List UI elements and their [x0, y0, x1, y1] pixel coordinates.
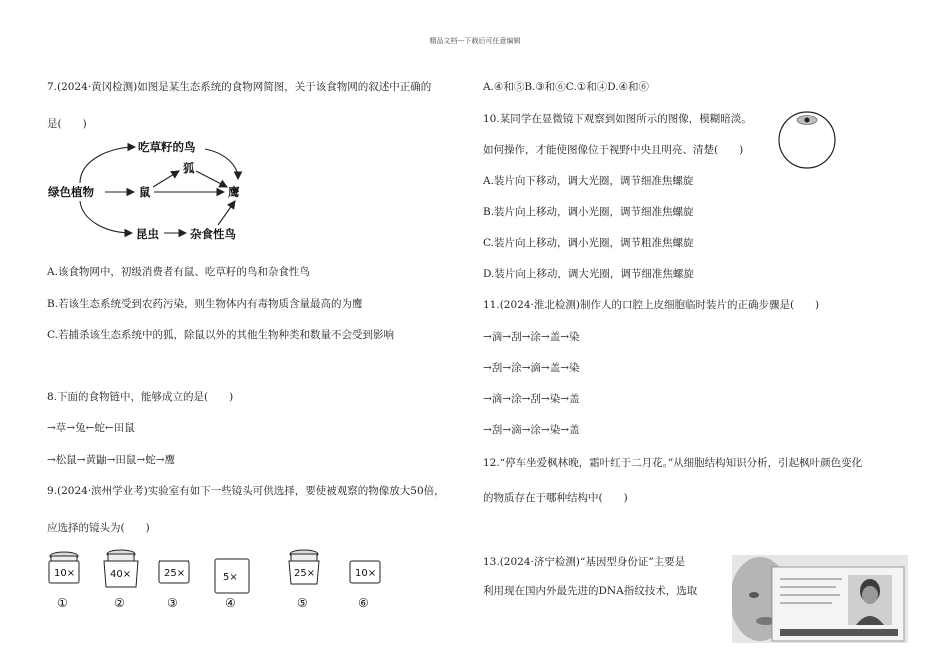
q10-option-b: B.装片向上移动，调小光圈，调节细准焦螺旋 — [483, 206, 694, 218]
q9-options: A.④和⑤B.③和⑥C.①和④D.④和⑥ — [483, 81, 650, 93]
q8-option-1: →草→兔←蛇←田鼠 — [47, 422, 135, 434]
node-mouse: 鼠 — [139, 185, 151, 199]
q11-option-2: →刮→涂→滴→盖→染 — [483, 362, 580, 374]
q10-stem-line1: 10.某同学在显微镜下观察到如图所示的图像，模糊暗淡。 — [483, 113, 752, 125]
lens-1-mag: 10× — [54, 568, 76, 579]
arrow-plant-seedbird — [80, 147, 135, 183]
arrow-omnibird-hawk — [218, 201, 235, 225]
arrow-mouse-fox — [153, 171, 179, 187]
node-plant: 绿色植物 — [48, 185, 94, 199]
food-web-diagram — [40, 135, 280, 250]
q11-option-3: →滴→涂→刮→染→盖 — [483, 393, 580, 405]
q9-stem-line2: 应选择的镜头为( ) — [47, 522, 150, 534]
q10-option-d: D.装片向上移动，调大光圈，调节细准焦螺旋 — [483, 268, 694, 280]
q7-stem-line2: 是( ) — [47, 118, 87, 130]
q7-option-b: B.若该生态系统受到农药污染，则生物体内有毒物质含量最高的为鹰 — [47, 298, 363, 310]
arrow-plant-insect — [80, 201, 132, 233]
q7-option-c: C.若捕杀该生态系统中的狐，除鼠以外的其他生物种类和数量不会受到影响 — [47, 329, 394, 341]
node-seed-bird: 吃草籽的鸟 — [138, 140, 196, 154]
q7-stem-line1: 7.(2024·黄冈检测)如图是某生态系统的食物网简图，关于该食物网的叙述中正确的 — [47, 81, 432, 93]
lens-2-mag: 40× — [110, 569, 132, 580]
q10-option-c: C.装片向上移动，调小光圈，调节粗准焦螺旋 — [483, 237, 694, 249]
arrow-fox-hawk — [196, 171, 227, 187]
q8-option-2: →松鼠→黄鼬→田鼠→蛇→鹰 — [47, 454, 175, 466]
arrow-seedbird-hawk — [205, 149, 238, 179]
lens-6-num: ⑥ — [358, 596, 369, 610]
q11-stem: 11.(2024·淮北检测)制作人的口腔上皮细胞临时装片的正确步骤是( ) — [483, 299, 820, 311]
q7-option-a: A.该食物网中，初级消费者有鼠、吃草籽的鸟和杂食性鸟 — [47, 266, 310, 278]
page-header: 精品文档---下载后可任意编辑 — [429, 37, 521, 45]
q12-stem-line1: 12.“停车坐爱枫林晚，霜叶红于二月花。”从细胞结构知识分析，引起枫叶颜色变化 — [483, 457, 863, 469]
q10-stem-line2: 如何操作，才能使图像位于视野中央且明亮、清楚( ) — [483, 144, 744, 156]
lens-4-num: ④ — [225, 596, 236, 610]
microscope-field-of-view — [777, 110, 837, 170]
node-fox: 狐 — [183, 161, 195, 175]
node-hawk: 鹰 — [228, 185, 240, 199]
lens-5-num: ⑤ — [297, 596, 308, 610]
q13-stem-line2: 利用现在国内外最先进的DNA指纹技术，选取 — [483, 585, 698, 597]
node-insect: 昆虫 — [136, 227, 159, 241]
gene-id-card-photo — [732, 555, 908, 643]
lens-3-mag: 25× — [164, 568, 186, 579]
lens-figure — [40, 547, 400, 617]
lens-4-mag: 5× — [223, 572, 238, 583]
q8-stem: 8.下面的食物链中，能够成立的是( ) — [47, 391, 234, 403]
q12-stem-line2: 的物质存在于哪种结构中( ) — [483, 492, 628, 504]
lens-1-num: ① — [57, 596, 68, 610]
q11-option-1: →滴→刮→涂→盖→染 — [483, 331, 580, 343]
q10-option-a: A.装片向下移动，调大光圈，调节细准焦螺旋 — [483, 175, 694, 187]
q9-stem-line1: 9.(2024·滨州学业考)实验室有如下一些镜头可供选择，要使被观察的物像放大50倍， — [47, 485, 445, 497]
q13-stem-line1: 13.(2024·济宁检测)“基因型身份证”主要是 — [483, 556, 686, 568]
lens-5-mag: 25× — [294, 568, 316, 579]
q11-option-4: →刮→滴→涂→染→盖 — [483, 424, 580, 436]
node-omni-bird: 杂食性鸟 — [190, 227, 236, 241]
lens-2-num: ② — [114, 596, 125, 610]
lens-3-num: ③ — [167, 596, 178, 610]
lens-6-mag: 10× — [355, 568, 377, 579]
